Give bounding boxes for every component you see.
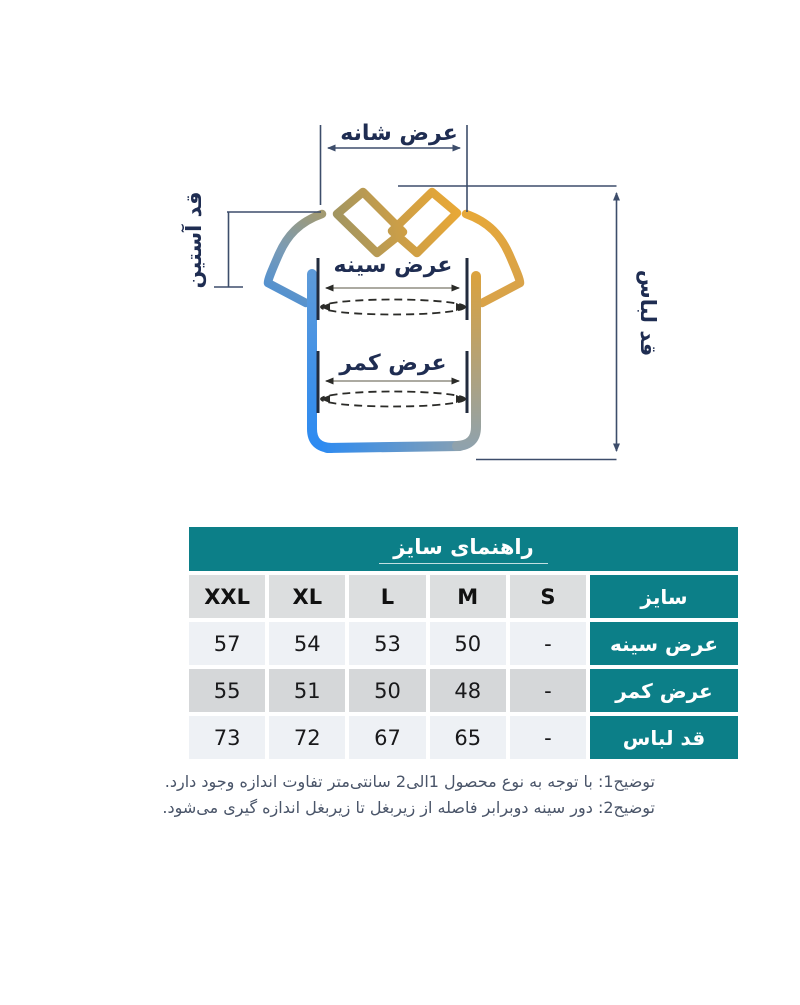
size-table [189, 527, 738, 759]
table-cell: 57 [189, 622, 265, 665]
table-title-text: راهنمای سایز [379, 535, 547, 564]
table-cell: 55 [189, 669, 265, 712]
table-cell: 73 [189, 716, 265, 759]
waist-width-label: عرض کمر [339, 351, 447, 376]
collar-right-flap [392, 192, 457, 253]
table-cell: 67 [349, 716, 425, 759]
col-header-xxl: XXL [189, 575, 265, 618]
dimension-lines [214, 125, 617, 460]
note-line-2: توضیح2: دور سینه دوبرابر فاصله از زیربغل تا زیربغل اندازه گیری می‌شود. [162, 798, 655, 817]
col-header-xl: XL [269, 575, 345, 618]
table-title [189, 527, 738, 571]
shirt-illustration [268, 192, 520, 448]
table-cell: - [510, 716, 586, 759]
table-cell: - [510, 622, 586, 665]
row-label-chest: عرض سینه [590, 622, 738, 665]
table-cell: 48 [430, 669, 506, 712]
row-label-waist: عرض کمر [590, 669, 738, 712]
chest-tape-ellipse [321, 300, 465, 315]
table-cell: 53 [349, 622, 425, 665]
col-header-l: L [349, 575, 425, 618]
size-header: سایز [590, 575, 738, 618]
waist-tape-ellipse [321, 392, 465, 407]
table-grid [189, 575, 738, 759]
shoulder-width-label: عرض شانه [340, 121, 458, 146]
col-header-m: M [430, 575, 506, 618]
table-cell: 72 [269, 716, 345, 759]
note-line-1: توضیح1: با توجه به نوع محصول 1الی2 سانتی‌متر تفاوت اندازه وجود دارد. [164, 772, 655, 791]
table-cell: 65 [430, 716, 506, 759]
table-cell: 50 [349, 669, 425, 712]
footnotes [162, 769, 655, 821]
body-bottom-edge [327, 446, 460, 448]
collar-left-flap [337, 192, 403, 253]
row-label-length: قد لباس [590, 716, 738, 759]
col-header-s: S [510, 575, 586, 618]
chest-width-label: عرض سینه [333, 253, 453, 278]
body-left-edge [312, 274, 331, 448]
table-cell: 54 [269, 622, 345, 665]
table-cell: 50 [430, 622, 506, 665]
waist-tape-arrow-left [320, 395, 330, 403]
table-cell: 51 [269, 669, 345, 712]
sleeve-length-label: قد آستین [182, 191, 206, 289]
garment-length-label: قد لباس [636, 269, 660, 357]
table-cell: - [510, 669, 586, 712]
chest-tape-arrow-left [320, 303, 330, 311]
